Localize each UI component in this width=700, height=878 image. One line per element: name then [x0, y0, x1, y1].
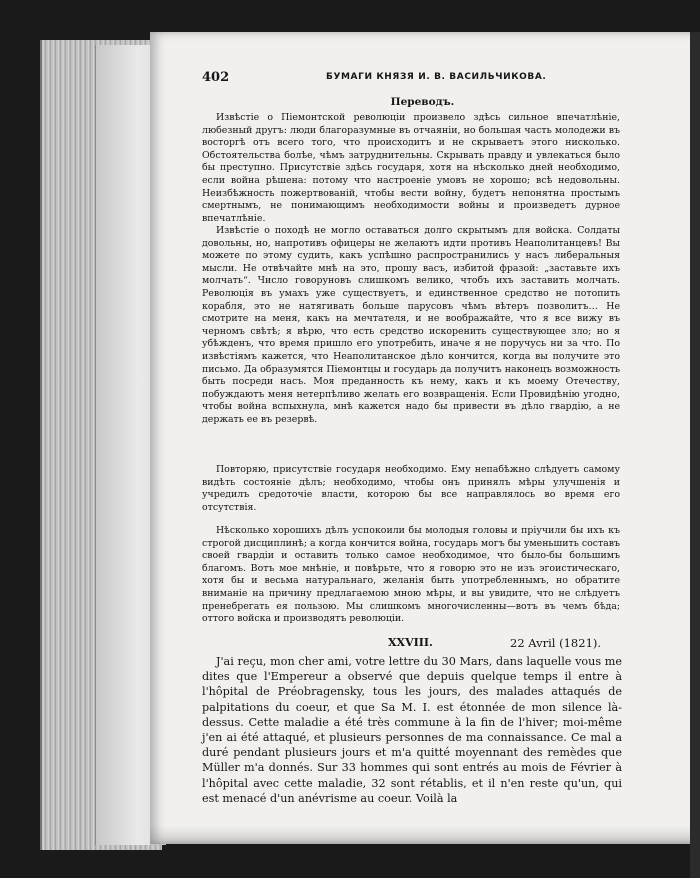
paragraph-text: Извѣстіе о походѣ не могло оставаться долго скрытымъ для войска. Солдаты довольны, но, напротивъ офицеры не желаютъ идти противъ Неаполитанцевъ! Вы можете по этому судить, какъ успѣшно распространились у насъ либеральныя мысли. Не отвѣчайте мнѣ на это, прошу васъ, избитой фразой: „заставьте ихъ молчать“. Число говоруновъ слишкомъ велико, чтобъ ихъ заставить молчать. Революція въ умахъ уже существуетъ, и единственное средство не потопить корабля, это не натягивать больше парусовъ чѣмъ вѣтеръ позволитъ… Не смотрите на меня, какъ на мечтателя, и не воображайте, что я все вижу въ черномъ свѣтѣ; я вѣрю, что есть средство искоренить существующее зло; но я убѣжденъ, что время пришло его употребить, иначе я не поручусь ни за что. По извѣстіямъ кажется, что Неаполитанское дѣло кончится, когда вы получите это письмо. Да образумятся Піемонтцы и государь да получитъ наконецъ возможность быть посреди насъ. Моя преданность къ нему, какъ и къ моему Отечеству, побуждаютъ меня нетерпѣливо желать его возвращенія. Если Провидѣнію угодно, чтобы война вспыхнула, мнѣ кажется надо бы привести въ дѣло гвардію, а не держать ее въ резервѣ. [202, 225, 620, 425]
right-edge [690, 32, 700, 878]
section-title: Переводъ. [390, 96, 455, 108]
russian-paragraph-2 [202, 225, 620, 427]
page-bottom-shadow [150, 825, 695, 845]
letter-date: 22 Avril (1821). [510, 636, 602, 650]
paragraph-text: Извѣстіе о Піемонтской революціи произвело здѣсь сильное впечатлѣніе, любезный другъ: люди благоразумные въ отчаяніи, но большая часть молодежи въ восторгѣ отъ всего того, что происходитъ и не скрываетъ этого нисколько. Обстоятельства болѣе, чѣмъ затруднительны. Скрывать правду и увлекаться было бы преступно. Присутствіе здѣсь государя, хотя на нѣсколько дней необходимо, если война рѣшена: потому что настроеніе умовъ не хорошо; всѣ недовольны. Неизбѣжность пожертвованій, чтобы вести войну, будетъ непонятна простымъ смертнымъ, не понимающимъ необходимости войны и произведетъ дурное впечатлѣніе. [202, 112, 620, 224]
page-header [202, 70, 672, 86]
paragraph-text: J'ai reçu, mon cher ami, votre lettre du 30 Mars, dans laquelle vous me dites que l'Empereur a observé que depuis quelque temps il entre à l'hôpital de Préobragensky, tous les jours, des malades attaqués de palpitations du coeur, et que Sa M. I. est étonnée de mon silence là-dessus. Cette maladie a été très commune à la fin de l'hiver; moi-même j'en ai été attaqué, et plusieurs personnes de ma connaissance. Ce mal a duré pendant plusieurs jours et m'a quitté moyennant des remèdes que Müller m'a donnés. Sur 33 hommes qui sont entrés au mois de Février à l'hôpital avec cette maladie, 32 sont rétablis, et il n'en reste qu'un, qui est menacé d'un anévrisme au coeur. Voilà la [202, 655, 622, 805]
french-paragraph [202, 654, 622, 806]
paragraph-text: Нѣсколько хорошихъ дѣлъ успокоили бы молодыя головы и пріучили бы ихъ къ строгой дисциплинѣ; а когда кончится война, государь могъ бы уменьшить составъ своей гвардіи и оставить только самое необходимое, что было-бы большимъ благомъ. Вотъ мое мнѣніе, и повѣрьте, что я говорю это не изъ эгоистическаго, хотя бы и весьма натуральнаго, желанія быть употребленнымъ, но обратите вниманіе на причину предлагаемою мною мѣры, и вы увидите, что не слѣдуетъ пренебрегать ея пользою. Мы слишкомъ многочисленны—вотъ въ чемъ бѣда; оттого войска и производятъ революціи. [202, 525, 620, 625]
russian-paragraph-3 [202, 464, 620, 514]
running-head: БУМАГИ КНЯЗЯ И. В. ВАСИЛЬЧИКОВА. [326, 72, 547, 82]
page-number: 402 [202, 70, 230, 85]
paragraph-text: Повторяю, присутствіе государя необходимо. Ему непабѣжно слѣдуетъ самому видѣть состояніе дѣлъ; необходимо, чтобы онъ принялъ мѣры улучшенія и учредилъ средоточіе власти, которою бы все направлялось во время его отсутствія. [202, 464, 620, 513]
russian-paragraph-4 [202, 525, 620, 626]
russian-paragraph-1 [202, 112, 620, 225]
letter-number: XXVIII. [388, 636, 433, 649]
book-page [150, 32, 695, 844]
